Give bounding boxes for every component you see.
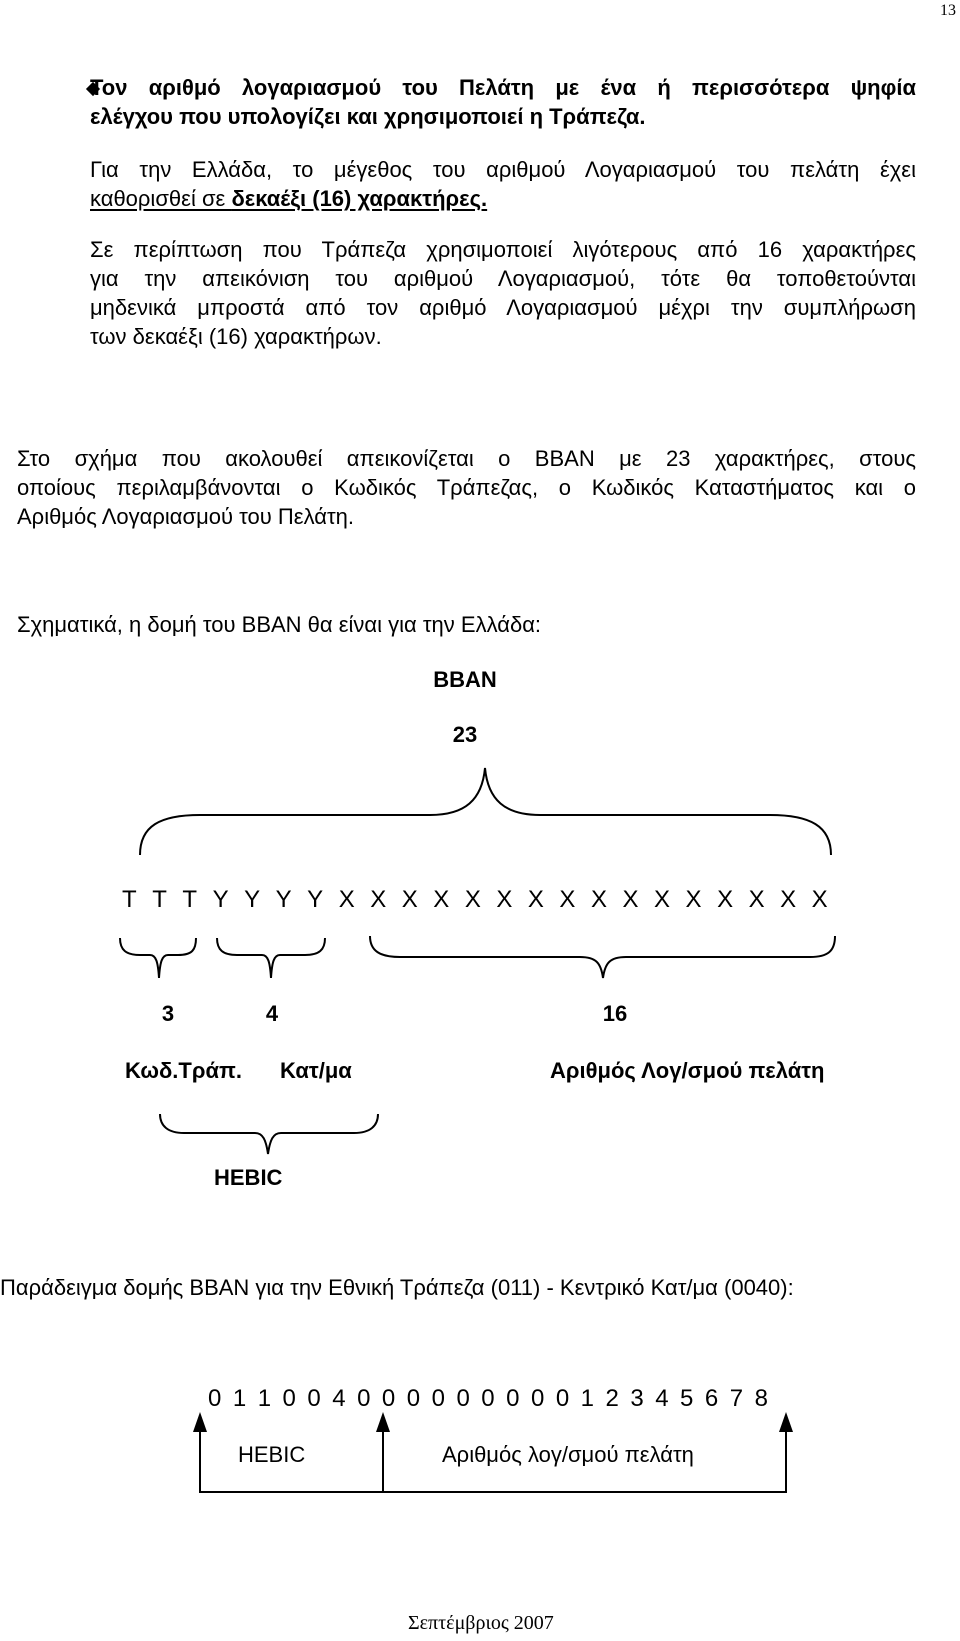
example-digit: 0 (406, 1385, 421, 1412)
para1-line-2-text: καθορισθεί σε (90, 186, 232, 211)
hebic-label: HEBIC (214, 1165, 283, 1190)
bban-letter: X (338, 886, 355, 913)
bban-letter: X (370, 886, 387, 913)
bban-letter: X (811, 886, 828, 913)
example-account-label: Αριθμός λογ/σμού πελάτη (442, 1442, 694, 1467)
example-digit: 1 (232, 1385, 247, 1412)
bban-letter: X (496, 886, 513, 913)
example-hebic-label: HEBIC (238, 1442, 306, 1467)
example-bracket-line (200, 1431, 786, 1492)
bank-code-brace-icon (120, 938, 196, 978)
bban-letter: X (685, 886, 702, 913)
para2-line-4: των δεκαέξι (16) χαρακτήρων. (90, 324, 382, 349)
bban-letter: X (559, 886, 576, 913)
example-digit: 0 (456, 1385, 470, 1412)
example-digit: 4 (655, 1385, 669, 1412)
example-digit: 7 (729, 1385, 744, 1412)
bban-letter: T (122, 886, 137, 913)
footer-date: Σεπτέμβριος 2007 (408, 1612, 554, 1634)
example-digit: 5 (680, 1385, 694, 1412)
branch-code-label: Κατ/μα (280, 1058, 352, 1083)
para3-line-1: Στο σχήμα που ακολουθεί απεικονίζεται ο BBAN με 23 χαρακτήρες, στους (17, 446, 916, 471)
bban-letter: Y (212, 886, 229, 913)
bban-count: 23 (452, 722, 478, 747)
example-digit: 0 (506, 1385, 520, 1412)
bban-letter: X (654, 886, 671, 913)
bban-letter: X (433, 886, 450, 913)
example-title: Παράδειγμα δομής BBAN για την Εθνική Τράπεζα (011) - Κεντρικό Κατ/μα (0040): (0, 1275, 794, 1300)
arrow-up-icon-middle (376, 1412, 390, 1432)
bban-letter: Y (244, 886, 261, 913)
example-digit: 0 (381, 1385, 396, 1412)
arrow-up-icon-right (779, 1412, 793, 1432)
account-brace-icon (370, 936, 835, 978)
para2-line-2: για την απεικόνιση του αριθμού Λογαριασμού, τότε θα τοποθετούνται (90, 266, 916, 291)
account-label: Αριθμός Λογ/σμού πελάτη (550, 1058, 825, 1083)
example-digit: 0 (357, 1385, 371, 1412)
bban-letter: X (527, 886, 544, 913)
bban-letter: X (717, 886, 734, 913)
example-digit: 0 (431, 1385, 445, 1412)
example-digit: 2 (605, 1385, 619, 1412)
example-digit: 0 (555, 1385, 570, 1412)
bullet-line-2: ελέγχου που υπολογίζει και χρησιμοποιεί η Τράπεζα. (90, 104, 646, 129)
bban-letter: T (152, 886, 167, 913)
branch-code-count: 4 (265, 1001, 279, 1026)
example-digit: 8 (754, 1385, 768, 1412)
bban-letter: Y (275, 886, 292, 913)
bban-letter: Y (307, 886, 324, 913)
para3-line-2: οποίους περιλαμβάνονται ο Κωδικός Τράπεζας, ο Κωδικός Καταστήματος και ο (17, 475, 916, 500)
example-digit: 4 (332, 1385, 346, 1412)
para2-line-1: Σε περίπτωση που Τράπεζα χρησιμοποιεί λιγότερους από 16 χαρακτήρες (90, 237, 916, 262)
example-digit: 6 (704, 1385, 719, 1412)
bank-code-count: 3 (161, 1001, 175, 1026)
arrow-up-icon-left (193, 1412, 207, 1432)
example-digit: 1 (257, 1385, 272, 1412)
bullet-line-1: Τον αριθμό λογαριασμού του Πελάτη με ένα ή περισσότερα ψηφία (90, 75, 916, 100)
para1-line-2-bold: δεκαέξι (16) χαρακτήρες. (231, 186, 488, 211)
bban-letter: X (401, 886, 418, 913)
example-digit: 1 (580, 1385, 595, 1412)
example-digit: 0 (307, 1385, 321, 1412)
hebic-brace-icon (160, 1114, 378, 1154)
example-digit: 0 (481, 1385, 495, 1412)
example-digit: 0 (282, 1385, 296, 1412)
example-digit: 0 (530, 1385, 545, 1412)
bban-letter: X (464, 886, 481, 913)
bban-letter: T (182, 886, 198, 913)
para4: Σχηματικά, η δομή του BBAN θα είναι για την Ελλάδα: (17, 612, 542, 637)
account-count: 16 (602, 1001, 628, 1026)
branch-code-brace-icon (217, 938, 325, 978)
bban-letter: X (780, 886, 797, 913)
bban-letter: X (590, 886, 607, 913)
para1-line-1: Για την Ελλάδα, το μέγεθος του αριθμού Λογαριασμού του πελάτη έχει (90, 157, 916, 182)
example-digit: 3 (630, 1385, 644, 1412)
bban-letter: X (748, 886, 765, 913)
bban-letter: X (622, 886, 639, 913)
page-number: 13 (940, 2, 956, 19)
para3-line-3: Αριθμός Λογαριασμού του Πελάτη. (17, 504, 355, 529)
bban-brace-icon (140, 768, 831, 855)
bban-label: BBAN (433, 667, 497, 692)
example-digit: 0 (208, 1385, 222, 1412)
bank-code-label: Κωδ.Τράπ. (125, 1058, 242, 1083)
para2-line-3: μηδενικά μπροστά από τον αριθμό Λογαριασμού μέχρι την συμπλήρωση (90, 295, 916, 320)
